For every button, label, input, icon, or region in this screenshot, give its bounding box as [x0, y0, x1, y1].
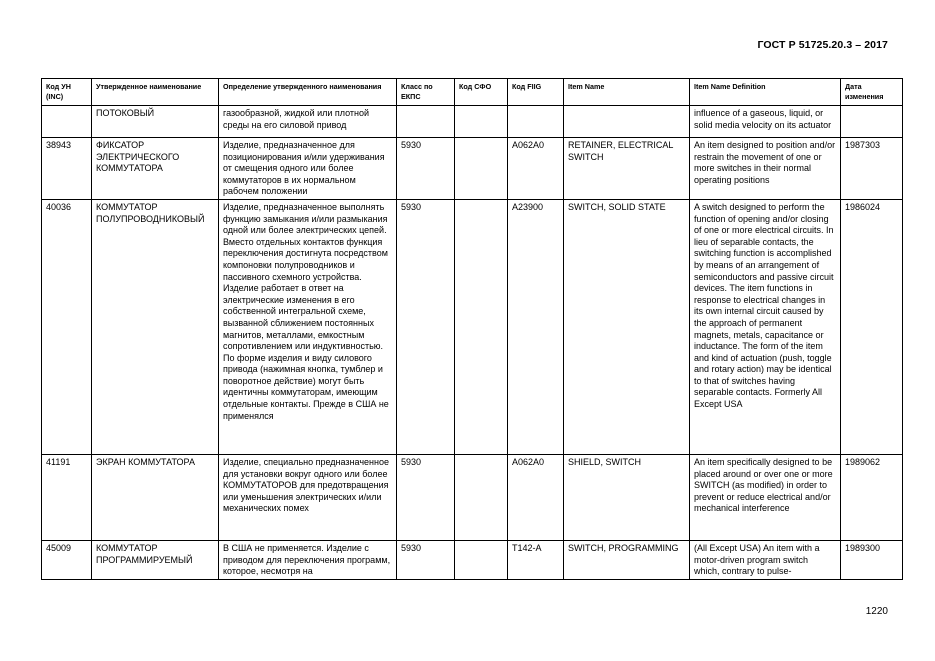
cell-sfo-code [455, 106, 508, 138]
header-change-date: Дата изменения [841, 79, 903, 106]
cell-approved-name: КОММУТАТОР ПОЛУПРОВОДНИКОВЫЙ [92, 199, 219, 454]
header-sfo-code: Код СФО [455, 79, 508, 106]
cell-ekps-class [397, 106, 455, 138]
cell-item-name-definition: influence of a gaseous, liquid, or solid media velocity on its actuator [690, 106, 841, 138]
cell-change-date: 1989062 [841, 454, 903, 540]
cell-ekps-class: 5930 [397, 540, 455, 579]
cell-definition: Изделие, специально предназначенное для установки вокруг одного или более КОММУТАТОРОВ для предотвращения или уменьшения электрических и/или механических помех [219, 454, 397, 540]
table-row [42, 540, 903, 579]
cell-definition: Изделие, предназначенное выполнять функцию замыкания и/или размыкания одной или более электрических цепей. Вместо отдельных контактов функция переключения достигнута посредством компоновки полупроводников и пассивного схемного устройства. Изделие работает в ответ на электрические изменения в его собственной интегральной схеме, вызванной сближением постоянных магнитов, металлами, емкостным сопротивлением или индуктивностью. По форме изделия и виду силового привода (нажимная кнопка, тумблер и поворотное действие) могут быть идентичны коммутаторам, имеющим отдельные контакты. Прежде в США не применялся [219, 199, 397, 454]
cell-change-date [841, 106, 903, 138]
header-item-name-definition: Item Name Definition [690, 79, 841, 106]
cell-inc: 38943 [42, 138, 92, 200]
cell-change-date: 1986024 [841, 199, 903, 454]
cell-item-name [564, 106, 690, 138]
table-row [42, 199, 903, 454]
cell-sfo-code [455, 454, 508, 540]
cell-fiig-code: A062A0 [508, 454, 564, 540]
cell-approved-name: ФИКСАТОР ЭЛЕКТРИЧЕСКОГО КОММУТАТОРА [92, 138, 219, 200]
table-row [42, 106, 903, 138]
cell-definition: Изделие, предназначенное для позиционирования и/или удерживания от смещения одного или более коммутаторов в их нормальном рабочем положении [219, 138, 397, 200]
cell-item-name-definition: An item designed to position and/or restrain the movement of one or more switches in their normal operating positions [690, 138, 841, 200]
cell-ekps-class: 5930 [397, 138, 455, 200]
page-number: 1220 [865, 606, 888, 617]
header-fiig-code: Код FIIG [508, 79, 564, 106]
cell-definition: В США не применяется. Изделие с приводом для переключения программ, которое, несмотря на [219, 540, 397, 579]
cell-ekps-class: 5930 [397, 199, 455, 454]
cell-inc: 41191 [42, 454, 92, 540]
header-inc: Код УН (INC) [42, 79, 92, 106]
cell-item-name-definition: An item specifically designed to be placed around or over one or more SWITCH (as modified) in order to prevent or reduce electrical and/or mechanical interference [690, 454, 841, 540]
cell-inc: 40036 [42, 199, 92, 454]
cell-inc: 45009 [42, 540, 92, 579]
header-approved-name: Утвержденное наименование [92, 79, 219, 106]
cell-sfo-code [455, 540, 508, 579]
cell-sfo-code [455, 138, 508, 200]
cell-change-date: 1987303 [841, 138, 903, 200]
cell-approved-name: КОММУТАТОР ПРОГРАММИРУЕМЫЙ [92, 540, 219, 579]
header-definition: Определение утвержденного наименования [219, 79, 397, 106]
cell-definition: газообразной, жидкой или плотной среды на его силовой привод [219, 106, 397, 138]
cell-inc [42, 106, 92, 138]
header-item-name: Item Name [564, 79, 690, 106]
table-row [42, 454, 903, 540]
table-row [42, 138, 903, 200]
cell-sfo-code [455, 199, 508, 454]
cell-item-name: SWITCH, PROGRAMMING [564, 540, 690, 579]
table-header-row [42, 79, 903, 106]
cell-item-name: RETAINER, ELECTRICAL SWITCH [564, 138, 690, 200]
cell-item-name: SWITCH, SOLID STATE [564, 199, 690, 454]
header-ekps-class: Класс по ЕКПС [397, 79, 455, 106]
cell-fiig-code: T142-A [508, 540, 564, 579]
cell-item-name-definition: (All Except USA) An item with a motor-driven program switch which, contrary to pulse- [690, 540, 841, 579]
cell-fiig-code: A062A0 [508, 138, 564, 200]
cell-fiig-code: A23900 [508, 199, 564, 454]
cell-ekps-class: 5930 [397, 454, 455, 540]
cell-approved-name: ПОТОКОВЫЙ [92, 106, 219, 138]
cell-change-date: 1989300 [841, 540, 903, 579]
items-table [41, 78, 903, 580]
cell-approved-name: ЭКРАН КОММУТАТОРА [92, 454, 219, 540]
document-standard-number: ГОСТ Р 51725.20.3 – 2017 [757, 39, 888, 51]
cell-item-name: SHIELD, SWITCH [564, 454, 690, 540]
cell-item-name-definition: A switch designed to perform the function of opening and/or closing of one or more electrical circuits. In lieu of separable contacts, the switching function is accomplished by means of an arrangement of semiconductors and passive circuit devices. The item functions in response to electrical changes in its own internal circuit caused by the approach of permanent magnets, metals, capacitance or inductance. The form of the item and kind of actuation (push, toggle and rotary action) may be identical to that of switches having separable contacts. Formerly All Except USA [690, 199, 841, 454]
cell-fiig-code [508, 106, 564, 138]
